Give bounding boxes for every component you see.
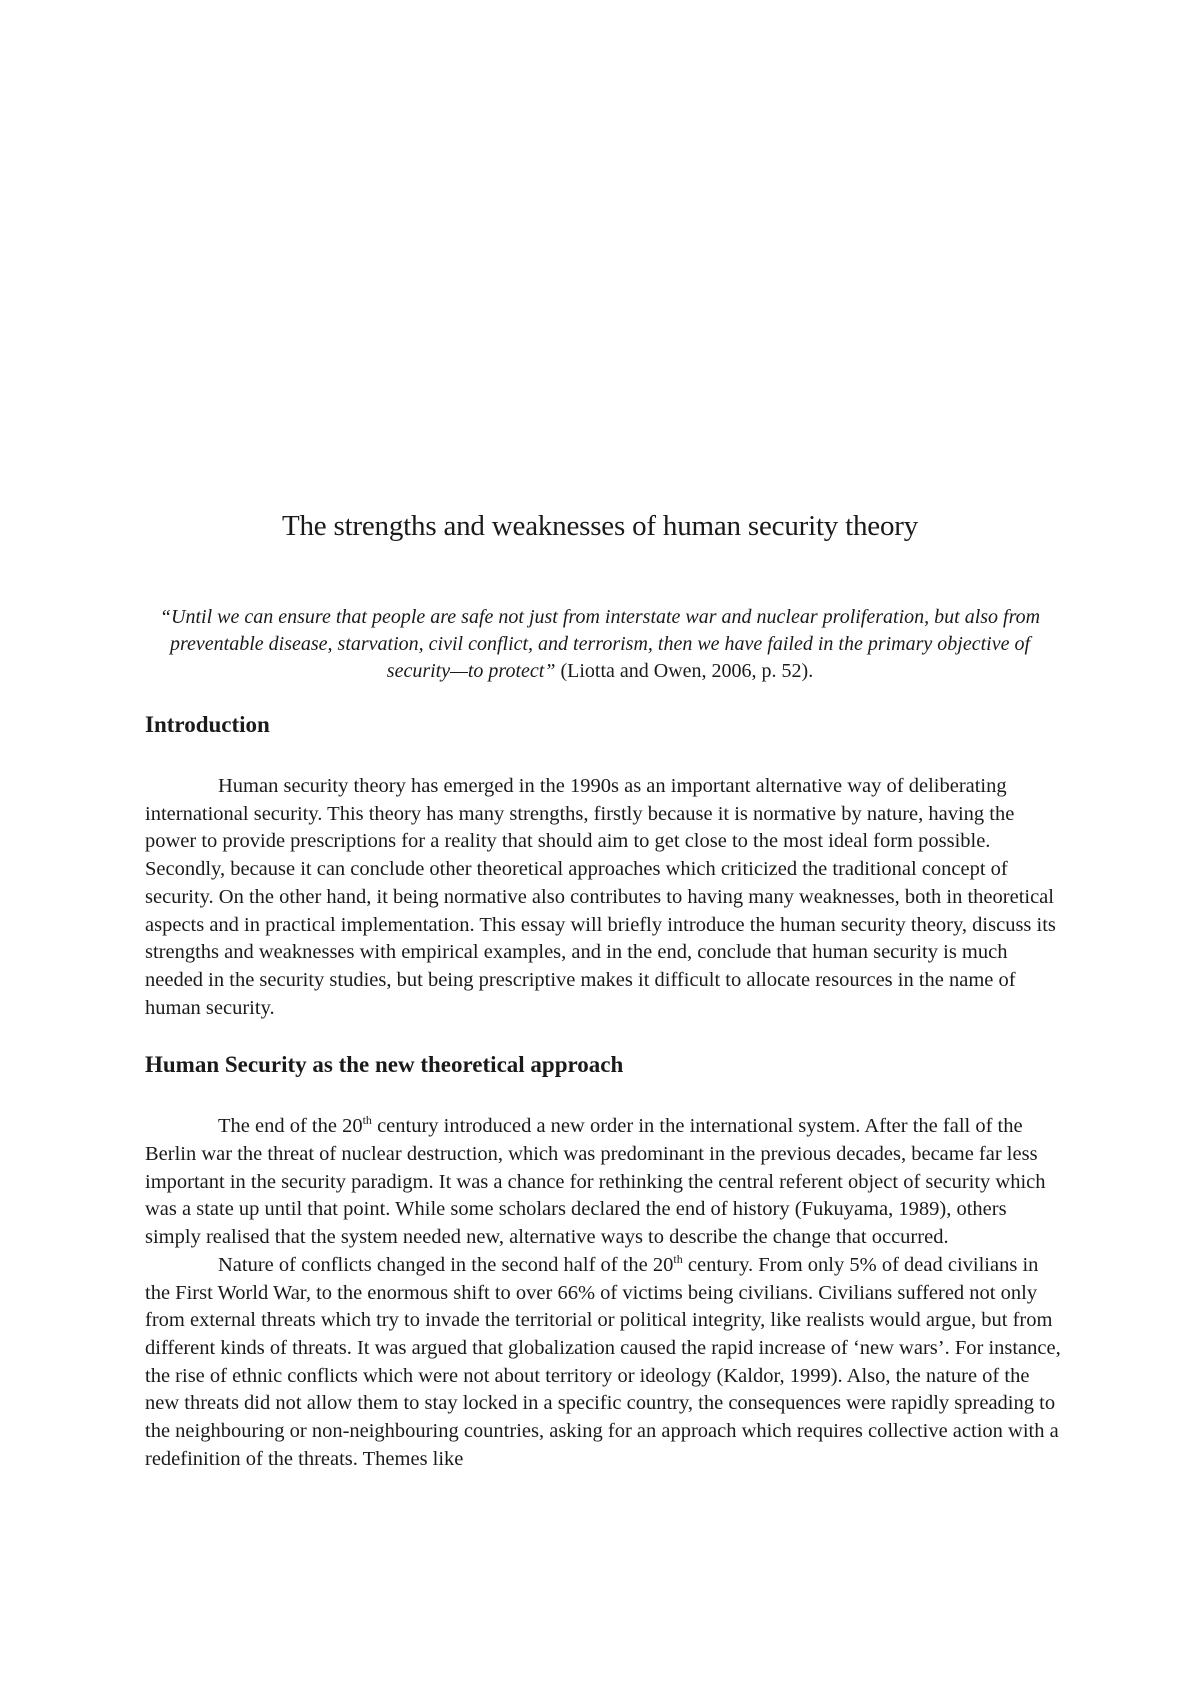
- superscript: th: [673, 1252, 683, 1267]
- paragraph-text: Nature of conflicts changed in the second half of the 20: [218, 1253, 674, 1276]
- epigraph-quote: “Until we can ensure that people are safe not just from interstate war and nuclear proliferation, but also from preventable disease, starvation, civil conflict, and terrorism, then we have failed in the primary objective of security—to protect”: [159, 606, 1041, 682]
- paragraph-text: century introduced a new order in the international system. After the fall of the Berlin war the threat of nuclear destruction, which was predominant in the previous decades, became far less important in the security paradigm. It was a chance for rethinking the central referent object of security which was a state up until that point. While some scholars declared the end of history (Fukuyama, 1989), others simply realised that the system needed new, alternative ways to describe the change that occurred.: [145, 1115, 1046, 1249]
- paragraph-text: century. From only 5% of dead civilians in the First World War, to the enormous shift to over 66% of victims being civilians. Civilians suffered not only from external threats which try to invade the territorial or political integrity, like realists would argue, but from different kinds of threats. It was argued that globalization caused the rapid increase of ‘new wars’. For instance, the rise of ethnic conflicts which were not about territory or ideology (Kaldor, 1999). Also, the nature of the new threats did not allow them to stay locked in a specific country, the consequences were rapidly spreading to the neighbouring or non-neighbouring countries, asking for an approach which requires collective action with a redefinition of the threats. Themes like: [145, 1253, 1061, 1470]
- document-body: [145, 710, 1065, 1473]
- paragraph-text: The end of the 20: [218, 1115, 363, 1138]
- epigraph-citation: (Liotta and Owen, 2006, p. 52).: [555, 660, 814, 682]
- human-security-paragraph-1: [145, 1113, 1065, 1252]
- introduction-paragraph: Human security theory has emerged in the 1990s as an important alternative way of deliberating international security. This theory has many strengths, firstly because it is normative by nature, having the power to provide prescriptions for a reality that should aim to get close to the most ideal form possible. Secondly, because it can conclude other theoretical approaches which criticized the traditional concept of security. On the other hand, it being normative also contributes to having many weaknesses, both in theoretical aspects and in practical implementation. This essay will briefly introduce the human security theory, discuss its strengths and weaknesses with empirical examples, and in the end, conclude that human security is much needed in the security studies, but being prescriptive makes it difficult to allocate resources in the name of human security.: [145, 775, 1056, 1019]
- section-heading-human-security: Human Security as the new theoretical approach: [145, 1052, 624, 1078]
- epigraph: [150, 604, 1050, 685]
- section-heading-introduction: Introduction: [145, 712, 270, 737]
- superscript: th: [362, 1113, 372, 1128]
- human-security-paragraph-2: [145, 1252, 1065, 1474]
- document-title: The strengths and weaknesses of human security theory: [281, 510, 919, 542]
